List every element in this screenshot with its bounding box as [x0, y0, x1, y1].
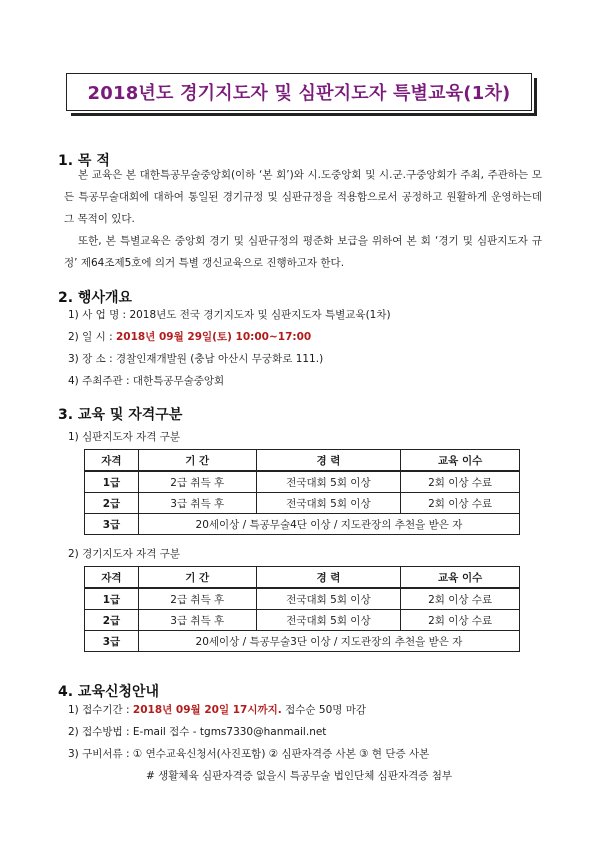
cell-requirement: 20세이상 / 특공무술4단 이상 / 지도관장의 추천을 받은 자: [138, 514, 519, 535]
table-row: [85, 588, 520, 610]
application-method: 2) 접수방법 : E-mail 접수 - tgms7330@hanmail.net: [68, 726, 327, 738]
table-row: [85, 631, 520, 652]
table-row: [85, 514, 520, 535]
cell-grade: 3급: [85, 631, 139, 652]
cell-education: 2회 이상 수료: [401, 588, 520, 610]
cell-requirement: 20세이상 / 특공무술3단 이상 / 지도관장의 추천을 받은 자: [138, 631, 519, 652]
required-documents-note: # 생활체육 심판자격증 없을시 특공무술 법인단체 심판자격증 첨부: [146, 770, 453, 782]
header-grade: 자격: [85, 450, 139, 472]
overview-item-place: 3) 장 소 : 경찰인재개발원 (충남 아산시 무궁화로 111.): [68, 353, 324, 365]
page-title: 2018년도 경기지도자 및 심판지도자 특별교육(1차): [87, 83, 511, 104]
header-career: 경 력: [256, 450, 401, 472]
overview-item-host: 4) 주최주관 : 대한특공무술중앙회: [68, 375, 225, 387]
section-2-heading: 2. 행사개요: [58, 290, 133, 306]
cell-period: 3급 취득 후: [138, 493, 256, 514]
table-row: [85, 471, 520, 493]
overview-item-date: 2) 일 시 : 2018년 09월 29일(토) 10:00~17:00: [68, 331, 312, 343]
cell-career: 전국대회 5회 이상: [256, 588, 401, 610]
cell-career: 전국대회 5회 이상: [256, 493, 401, 514]
cell-period: 2급 취득 후: [138, 588, 256, 610]
header-education: 교육 이수: [401, 567, 520, 589]
header-education: 교육 이수: [401, 450, 520, 472]
game-qualification-table: [84, 566, 520, 652]
cell-career: 전국대회 5회 이상: [256, 471, 401, 493]
cell-period: 3급 취득 후: [138, 610, 256, 631]
header-period: 기 간: [138, 567, 256, 589]
cell-education: 2회 이상 수료: [401, 610, 520, 631]
section-3-heading: 3. 교육 및 자격구분: [58, 407, 183, 423]
table-header-row: [85, 567, 520, 589]
cell-grade: 2급: [85, 610, 139, 631]
overview-item-name: 1) 사 업 명 : 2018년도 전국 경기지도자 및 심판지도자 특별교육(1차): [68, 309, 391, 321]
section-4-heading: 4. 교육신청안내: [58, 684, 160, 700]
header-career: 경 력: [256, 567, 401, 589]
cell-grade: 1급: [85, 588, 139, 610]
table-header-row: [85, 450, 520, 472]
cell-grade: 2급: [85, 493, 139, 514]
section-1-paragraph-1: 본 교육은 본 대한특공무술중앙회(이하 ‘본 회’)와 시.도중앙회 및 시.군.구중앙회가 주최, 주관하는 모든 특공무술대회에 대하여 통일된 경기규정 및 심판규정을 적용함으로서 공정하고 원활하게 운영하는데 그 목적이 있다.: [64, 169, 542, 225]
referee-table-caption: 1) 심판지도자 자격 구분: [68, 431, 181, 443]
cell-grade: 3급: [85, 514, 139, 535]
header-period: 기 간: [138, 450, 256, 472]
required-documents: 3) 구비서류 : ① 연수교육신청서(사진포함) ② 심판자격증 사본 ③ 현 단증 사본: [68, 748, 430, 760]
cell-career: 전국대회 5회 이상: [256, 610, 401, 631]
table-row: [85, 610, 520, 631]
section-1-paragraph-2: 또한, 본 특별교육은 중앙회 경기 및 심판규정의 평준화 보급을 위하여 본 회 ‘경기 및 심판지도자 규정’ 제64조제5호에 의거 특별 갱신교육으로 진행하고자 한다.: [64, 235, 542, 269]
cell-period: 2급 취득 후: [138, 471, 256, 493]
application-period: 1) 접수기간 : 2018년 09월 20일 17시까지. 접수순 50명 마감: [68, 704, 367, 716]
header-grade: 자격: [85, 567, 139, 589]
game-table-caption: 2) 경기지도자 자격 구분: [68, 548, 181, 560]
table-row: [85, 493, 520, 514]
section-1-heading: 1. 목 적: [58, 153, 110, 169]
cell-grade: 1급: [85, 471, 139, 493]
referee-qualification-table: [84, 449, 520, 535]
cell-education: 2회 이상 수료: [401, 471, 520, 493]
title-box: [66, 73, 532, 111]
cell-education: 2회 이상 수료: [401, 493, 520, 514]
